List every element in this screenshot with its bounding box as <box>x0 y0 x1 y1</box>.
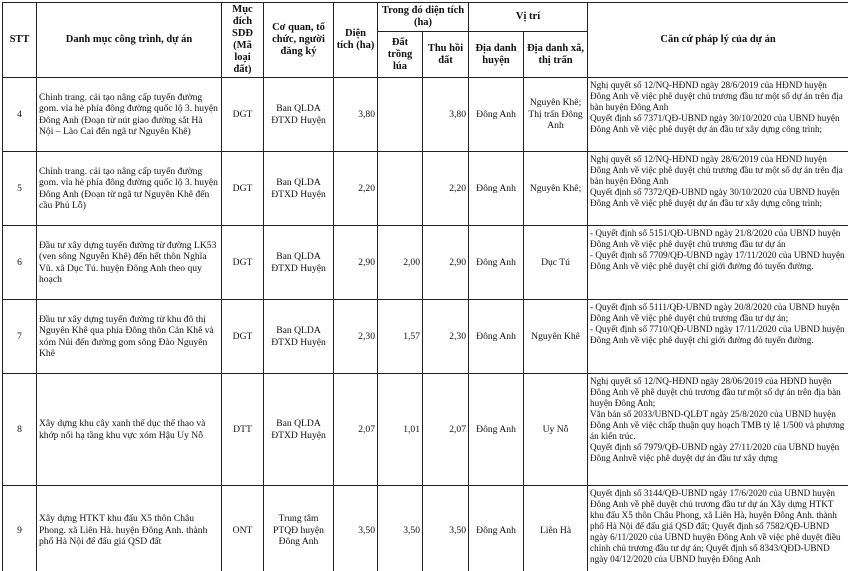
cell-rice: 1,01 <box>378 374 423 486</box>
cell-rice: 1,57 <box>378 300 423 374</box>
cell-purpose: DGT <box>222 300 264 374</box>
header-purpose: Mục đích SDĐ (Mã loại đất) <box>222 3 264 78</box>
cell-recovery: 2,07 <box>423 374 469 486</box>
cell-stt: 9 <box>3 486 37 571</box>
cell-commune: Nguyên Khê; Thị trấn Đông Anh <box>524 78 588 152</box>
cell-project: Đầu tư xây dựng tuyến đường từ đường LK53 (ven sông Nguyễn Khê) đến hết thôn Nghĩa Vũ. xã Dục Tú. huyện Đông Anh theo quy hoạch <box>37 226 222 300</box>
cell-commune: Uy Nỗ <box>524 374 588 486</box>
cell-recovery: 2,30 <box>423 300 469 374</box>
cell-project: Xây dựng HTKT khu đấu X5 thôn Châu Phong. xã Liên Hà. huyện Đông Anh. thành phố Hà Nội để đấu giá QSD đất <box>37 486 222 571</box>
cell-project: Chỉnh trang. cải tạo nâng cấp tuyến đường gom. vỉa hè phía đông đường quốc lộ 3. huyện Đông Anh (Đoạn từ ngã tư Nguyên Khê đến cầu Phủ Lỗ) <box>37 152 222 226</box>
table-row <box>3 486 849 571</box>
cell-purpose: DGT <box>222 78 264 152</box>
cell-legal: Quyết định số 3144/QĐ-UBND ngày 17/6/2020 của UBND huyện Đông Anh về phê duyệt chủ trương đầu tư dự án Xây dựng HTKT khu đấu X5 thôn Châu Phong, xã Liên Hà, huyện Đông Anh. thành phố Hà Nội để đấu giá QSD đất; Quyết định số 7582/QĐ-UBND ngày 6/11/2020 của UBND huyện Đông Anh về việc phê duyệt điều chỉnh chủ trương đầu tư dự án; Quyết định số 8343/QĐD-UBND ngày 04/12/2020 của UBND huyện Đông Anh <box>588 486 848 571</box>
table-row <box>3 152 849 226</box>
cell-district: Đông Anh <box>469 226 524 300</box>
cell-project: Xây dựng khu cây xanh thể dục thể thao và khớp nối hạ tầng khu vực xóm Hậu Uy Nỗ <box>37 374 222 486</box>
cell-legal: Nghị quyết số 12/NQ-HĐND ngày 28/06/2019 của HĐND huyện Đông Anh về phê duyệt chủ trương đầu tư một số dự án trên địa bàn huyện Đông Anh; Văn bản số 2033/UBND-QLĐT ngày 25/8/2020 của UBND huyện Đông Anh về việc chấp thuận quy hoạch TMB tỷ lệ 1/500 và phương án kiến trúc. Quyết định số 7979/QĐ-UBND ngày 27/11/2020 của UBND huyện Đông Anhvề việc phê duyệt dự án đầu tư xây dựng <box>588 374 848 486</box>
cell-recovery: 3,80 <box>423 78 469 152</box>
cell-recovery: 3,50 <box>423 486 469 571</box>
cell-stt: 5 <box>3 152 37 226</box>
cell-rice <box>378 78 423 152</box>
cell-rice: 2,00 <box>378 226 423 300</box>
cell-district: Đông Anh <box>469 486 524 571</box>
header-location: Vị trí <box>469 3 588 32</box>
cell-stt: 6 <box>3 226 37 300</box>
table-row <box>3 78 849 152</box>
cell-purpose: DTT <box>222 374 264 486</box>
table-row <box>3 374 849 486</box>
cell-agency: Trung tâm PTQĐ huyện Đông Anh <box>264 486 334 571</box>
cell-legal: Nghị quyết số 12/NQ-HĐND ngày 28/6/2019 của HĐND huyện Đông Anh về việc phê duyệt chủ trương đầu tư một số dự án trên địa bàn huyện Đông Anh Quyết định số 7371/QĐ-UBND ngày 30/10/2020 của UBND huyện Đông Anh về việc phê duyệt dự án đầu tư xây dựng công trình; <box>588 78 848 152</box>
cell-stt: 4 <box>3 78 37 152</box>
cell-project: Chỉnh trang. cải tạo nâng cấp tuyến đường gom. vỉa hè phía đông đường quốc lộ 3. huyện Đông Anh (Đoạn từ nút giao đường sắt Hà Nội – Lào Cai đến ngã tư Nguyên Khê) <box>37 78 222 152</box>
cell-district: Đông Anh <box>469 374 524 486</box>
cell-rice <box>378 152 423 226</box>
cell-agency: Ban QLDA ĐTXD Huyện <box>264 152 334 226</box>
header-commune: Địa danh xã, thị trấn <box>524 32 588 78</box>
project-table <box>2 2 848 571</box>
cell-rice: 3,50 <box>378 486 423 571</box>
cell-agency: Ban QLDA ĐTXD Huyện <box>264 374 334 486</box>
cell-purpose: ONT <box>222 486 264 571</box>
cell-purpose: DGT <box>222 226 264 300</box>
cell-district: Đông Anh <box>469 152 524 226</box>
cell-area: 2,30 <box>334 300 378 374</box>
cell-recovery: 2,90 <box>423 226 469 300</box>
cell-area: 2,90 <box>334 226 378 300</box>
cell-recovery: 2,20 <box>423 152 469 226</box>
header-district: Địa danh huyện <box>469 32 524 78</box>
header-project: Danh mục công trình, dự án <box>37 3 222 78</box>
cell-area: 3,50 <box>334 486 378 571</box>
cell-commune: Nguyên Khê <box>524 300 588 374</box>
cell-legal: Nghị quyết số 12/NQ-HĐND ngày 28/6/2019 của HĐND huyện Đông Anh về việc phê duyệt chủ trương đầu tư một số dự án trên địa bàn huyện Đông Anh Quyết định số 7372/QĐ-UBND ngày 30/10/2020 của UBND huyện Đông Anh về việc phê duyệt dự án đầu tư xây dựng công trình; <box>588 152 848 226</box>
cell-agency: Ban QLDA ĐTXD Huyện <box>264 78 334 152</box>
table-row <box>3 226 849 300</box>
cell-agency: Ban QLDA ĐTXD Huyện <box>264 226 334 300</box>
cell-commune: Dục Tú <box>524 226 588 300</box>
cell-area: 2,07 <box>334 374 378 486</box>
cell-area: 2,20 <box>334 152 378 226</box>
cell-commune: Nguyên Khê; <box>524 152 588 226</box>
header-recovery: Thu hồi đất <box>423 32 469 78</box>
cell-purpose: DGT <box>222 152 264 226</box>
cell-legal: - Quyết định số 5151/QĐ-UBND ngày 21/8/2020 của UBND huyện Đông Anh về việc phê duyệt chủ trương đầu tư dự án - Quyết định số 7709/QĐ-UBND ngày 17/11/2020 của UBND huyện Đông Anh về việc phê duyệt chỉ giới đường đỏ tuyến đường. <box>588 226 848 300</box>
header-legal: Căn cứ pháp lý của dự án <box>588 3 848 78</box>
header-within: Trong đó diện tích (ha) <box>378 3 469 32</box>
header-stt: STT <box>3 3 37 78</box>
cell-district: Đông Anh <box>469 78 524 152</box>
table-row <box>3 300 849 374</box>
cell-district: Đông Anh <box>469 300 524 374</box>
cell-commune: Liên Hà <box>524 486 588 571</box>
cell-agency: Ban QLDA ĐTXD Huyện <box>264 300 334 374</box>
cell-project: Đầu tư xây dựng tuyến đường từ khu đô thị Nguyên Khê qua phía Đông thôn Cán Khê và xóm Núi đến đường gom sông Đào Nguyên Khê <box>37 300 222 374</box>
header-agency: Cơ quan, tổ chức, người đăng ký <box>264 3 334 78</box>
cell-legal: - Quyết định số 5111/QĐ-UBND ngày 20/8/2020 của UBND huyện Đông Anh về việc phê duyệt chủ trương đầu tư dự án; - Quyết định số 7710/QĐ-UBND ngày 17/11/2020 của UBND huyện Đông Anh về việc phê duyệt chỉ giới đường đỏ tuyến đường. <box>588 300 848 374</box>
cell-stt: 8 <box>3 374 37 486</box>
header-rice: Đất trồng lúa <box>378 32 423 78</box>
document-page <box>2 2 848 571</box>
cell-area: 3,80 <box>334 78 378 152</box>
header-area: Diện tích (ha) <box>334 3 378 78</box>
cell-stt: 7 <box>3 300 37 374</box>
